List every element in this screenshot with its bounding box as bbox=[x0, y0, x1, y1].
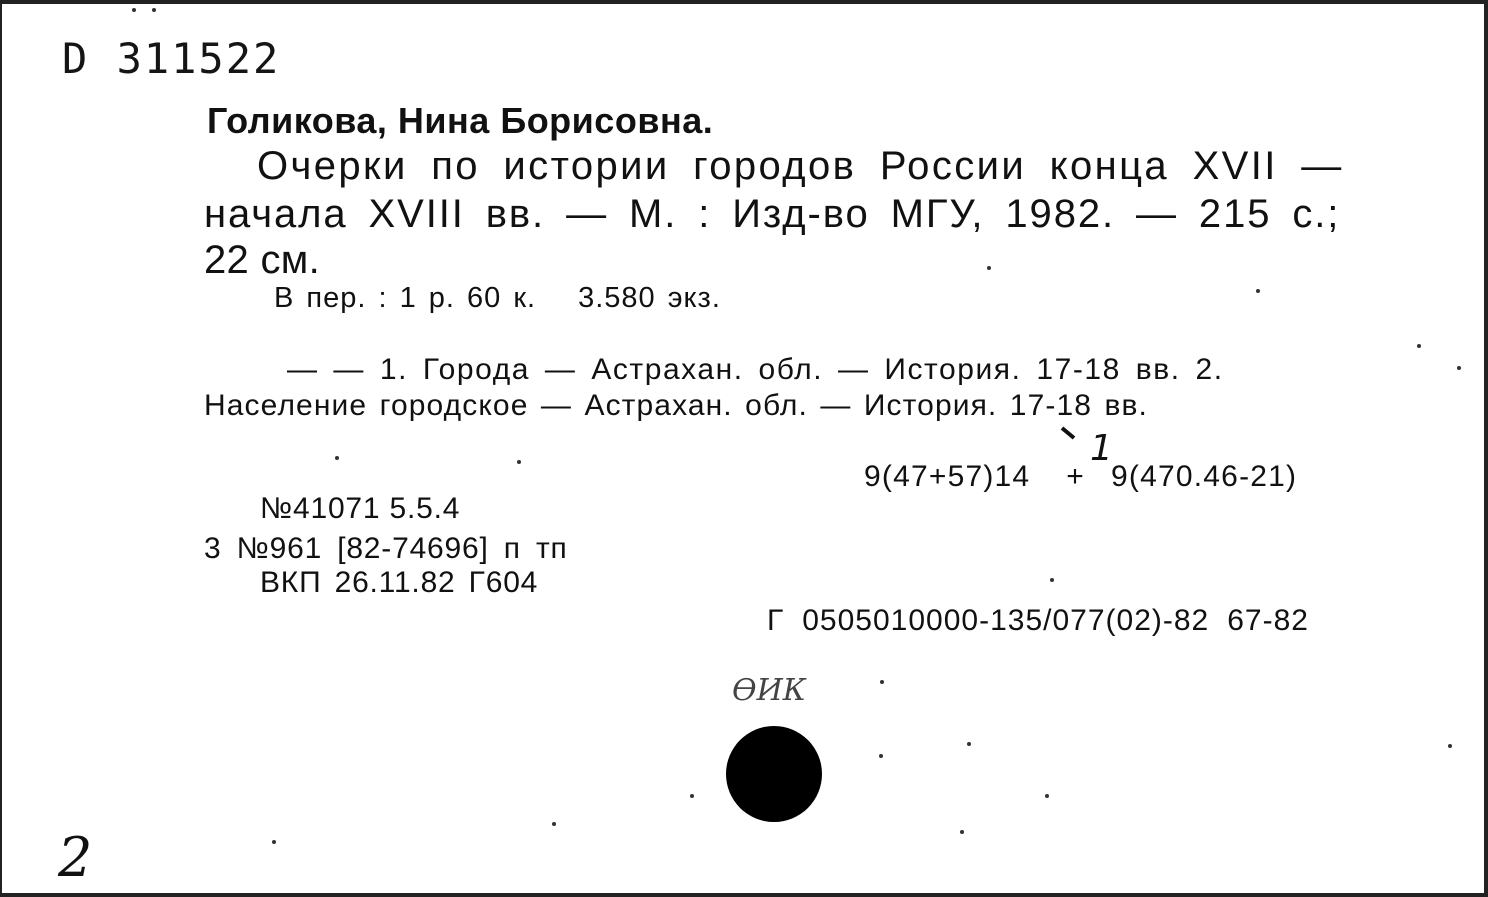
speck bbox=[152, 8, 156, 12]
title-line-1: Очерки по истории городов России конца XVII — bbox=[257, 144, 1344, 188]
title-line-2: начала XVIII вв. — М. : Изд-во МГУ, 1982. — 215 с.; bbox=[204, 192, 1341, 236]
price-line bbox=[274, 282, 721, 315]
classification-a: 9(47+57)14 bbox=[864, 460, 1031, 493]
subjects-line-2: Население городское — Астрахан. обл. — История. 17-18 вв. bbox=[204, 389, 1148, 422]
speck bbox=[517, 460, 521, 464]
speck bbox=[1417, 344, 1421, 348]
speck bbox=[1448, 744, 1452, 748]
registration-line-1: №41071 5.5.4 bbox=[260, 492, 461, 525]
classification-plus: + bbox=[1066, 460, 1086, 493]
code-suffix: 67-82 bbox=[1227, 604, 1309, 637]
inventory-number: D 311522 bbox=[62, 34, 281, 83]
speck bbox=[1050, 578, 1054, 582]
speck bbox=[552, 822, 556, 826]
punch-hole bbox=[726, 726, 822, 822]
speck bbox=[1256, 289, 1260, 293]
speck bbox=[987, 266, 991, 270]
svg-text:1: 1 bbox=[1090, 428, 1113, 469]
speck bbox=[690, 794, 694, 798]
speck bbox=[1045, 794, 1049, 798]
code-prefix: Г bbox=[767, 604, 785, 637]
svg-text:ӨИК: ӨИК bbox=[732, 673, 806, 708]
classification-index bbox=[864, 460, 1297, 494]
speck bbox=[132, 8, 136, 12]
subjects-line-1: — — 1. Города — Астрахан. обл. — История. 17-18 вв. 2. bbox=[287, 353, 1224, 386]
handwritten-number bbox=[58, 826, 128, 889]
speck bbox=[879, 754, 883, 758]
author-name: Голикова, Нина Борисовна. bbox=[207, 100, 714, 141]
speck bbox=[272, 840, 276, 844]
publisher-code-line bbox=[767, 604, 1309, 638]
speck bbox=[967, 742, 971, 746]
classification-b: 9(470.46-21) bbox=[1111, 460, 1298, 493]
print-run: 3.580 экз. bbox=[578, 282, 721, 314]
speck bbox=[335, 456, 339, 460]
speck bbox=[960, 830, 964, 834]
registration-line-3: ВКП 26.11.82 Г604 bbox=[260, 566, 539, 599]
speck bbox=[880, 680, 884, 684]
registration-line-2: 3 №961 [82-74696] п тп bbox=[204, 532, 568, 565]
price: В пер. : 1 р. 60 к. bbox=[274, 282, 537, 314]
publisher-code: 0505010000-135/077(02)-82 bbox=[802, 604, 1210, 637]
title-line-3: 22 см. bbox=[204, 238, 321, 282]
handwritten-initials bbox=[732, 662, 822, 712]
svg-text:2: 2 bbox=[58, 826, 93, 889]
speck bbox=[1457, 366, 1461, 370]
